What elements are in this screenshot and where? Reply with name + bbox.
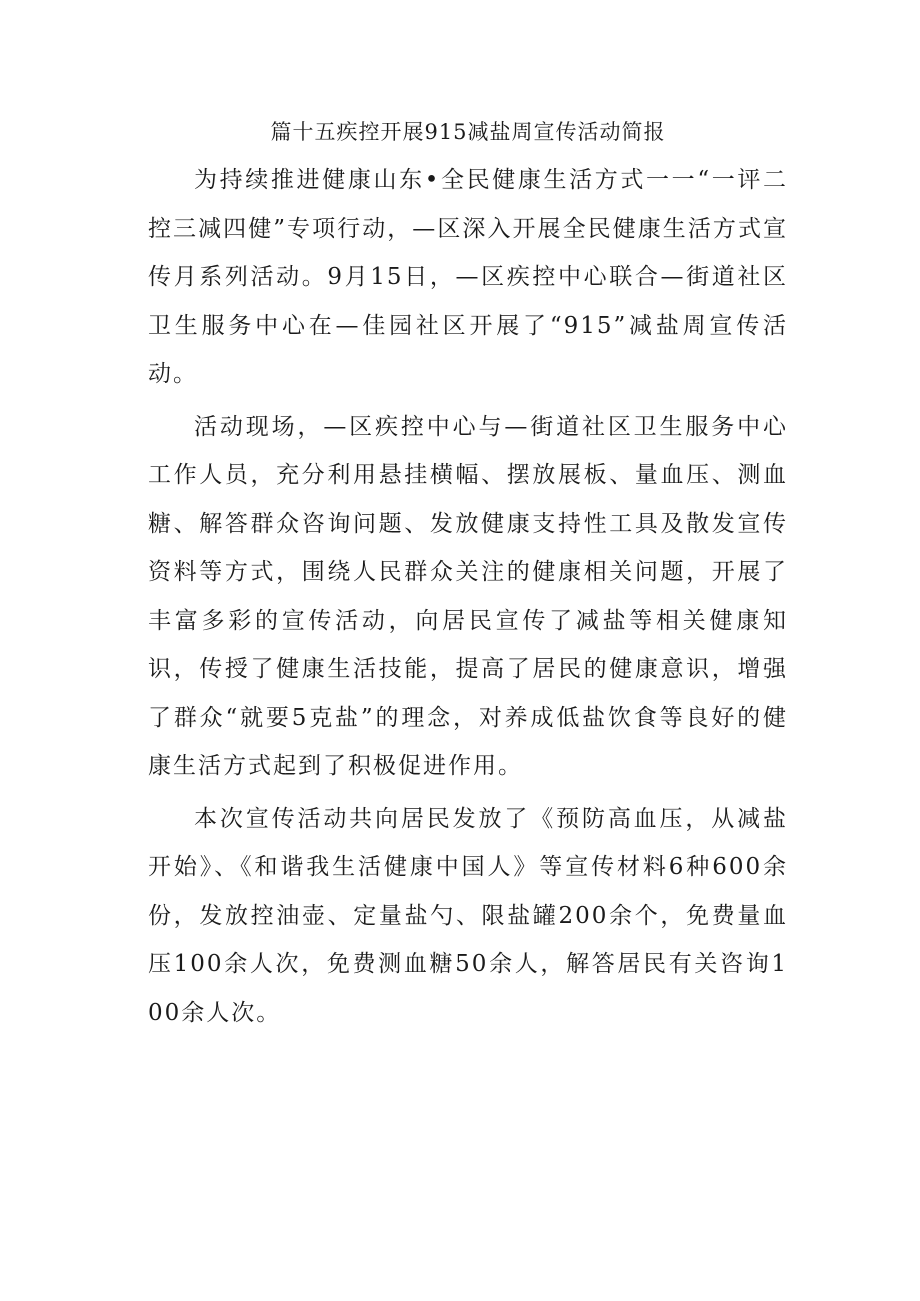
document-title: 篇十五疾控开展915减盐周宣传活动简报 — [270, 120, 666, 144]
document-body — [148, 112, 788, 1041]
paragraph-activity: 活动现场，—区疾控中心与—街道社区卫生服务中心工作人员，充分利用悬挂横幅、摆放展板、量血压、测血糖、解答群众咨询问题、发放健康支持性工具及散发宣传资料等方式，围绕人民群众关注的健康相关问题，开展了丰富多彩的宣传活动，向居民宣传了减盐等相关健康知识，传授了健康生活技能，提高了居民的健康意识，增强了群众“就要5克盐”的理念，对养成低盐饮食等良好的健康生活方式起到了积极促进作用。 — [148, 413, 788, 779]
paragraph-summary: 本次宣传活动共向居民发放了《预防高血压，从减盐开始》、《和谐我生活健康中国人》等宣传材料6种600余份，发放控油壶、定量盐勺、限盐罐200余个，免费量血压100余人次，免费测血糖50余人，解答居民有关咨询100余人次。 — [148, 805, 788, 1026]
paragraph-intro: 为持续推进健康山东•全民健康生活方式一一“一评二控三减四健”专项行动，—区深入开展全民健康生活方式宣传月系列活动。9月15日，—区疾控中心联合—街道社区卫生服务中心在—佳园社区开展了“915”减盐周宣传活动。 — [148, 167, 788, 387]
